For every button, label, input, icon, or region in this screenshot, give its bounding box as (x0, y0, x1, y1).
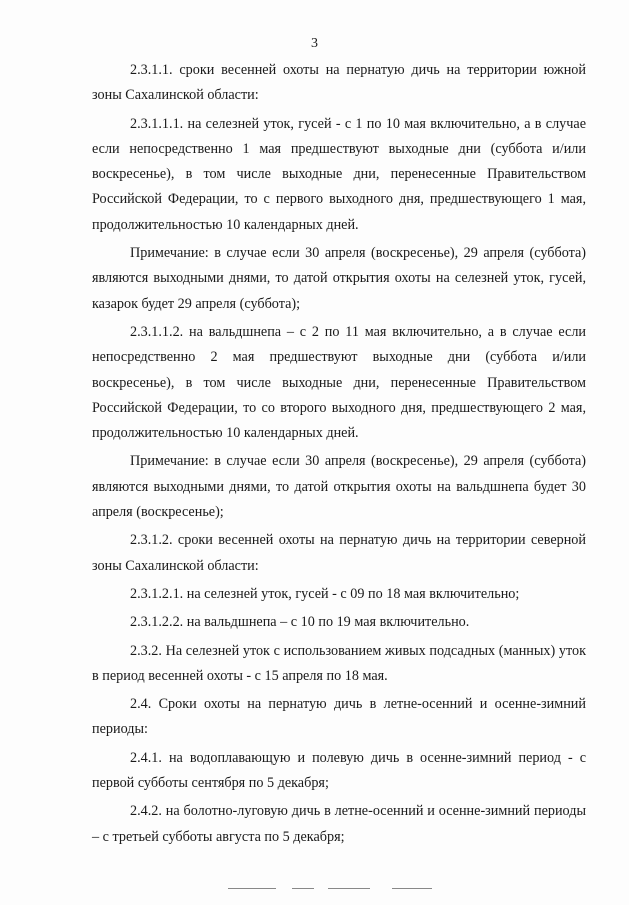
scan-artifacts (0, 878, 629, 898)
note-paragraph-1: Примечание: в случае если 30 апреля (воскресенье), 29 апреля (суббота) являются выходными днями, то датой открытия охоты на селезней уток, гусей, казарок будет 29 апреля (суббота); (92, 245, 586, 312)
note-paragraph-2: Примечание: в случае если 30 апреля (воскресенье), 29 апреля (суббота) являются выходными днями, то датой открытия охоты на вальдшнепа будет 30 апреля (воскресенье); (92, 453, 586, 521)
scan-mark (392, 888, 432, 889)
paragraph-2-3-1-2-2: 2.3.1.2.2. на вальдшнепа – с 10 по 19 мая включительно. (130, 614, 470, 631)
paragraph-2-3-1-2-1: 2.3.1.2.1. на селезней уток, гусей - с 09 по 18 мая включительно; (130, 585, 520, 602)
page-number: 3 (311, 36, 318, 51)
paragraph-2-4-2: 2.4.2. на болотно-луговую дичь в летне-осенний и осенне-зимний периоды – с третьей субботы августа по 5 декабря; (92, 803, 586, 845)
paragraph-2-3-2: 2.3.2. На селезней уток с использованием живых подсадных (манных) уток в период весенней охоты - с 15 апреля по 18 мая. (92, 642, 586, 684)
document-body (92, 58, 586, 853)
paragraph-2-4-1: 2.4.1. на водоплавающую и полевую дичь в осенне-зимний период - с первой субботы сентября по 5 декабря; (92, 749, 586, 792)
paragraph-2-3-1-1-1: 2.3.1.1.1. на селезней уток, гусей - с 1 по 10 мая включительно, а в случае если непосредственно 1 мая предшествуют выходные дни (суббота и/или воскресенье), в том числе выходные дни, перенесенные Правительством Российской Федерации, то с первого выходного дня, предшествующего 1 мая, продолжительностью 10 календарных дней. (92, 115, 586, 233)
scan-mark (292, 888, 314, 889)
paragraph-2-3-1-1-2: 2.3.1.1.2. на вальдшнепа – с 2 по 11 мая включительно, а в случае если непосредственно 2 мая предшествуют выходные дни (суббота и/или воскресенье), в том числе выходные дни, перенесенные Правительством Российской Федерации, то со второго выходного дня, предшествующего 2 мая, продолжительностью 10 календарных дней. (92, 323, 586, 442)
paragraph-2-4: 2.4. Сроки охоты на пернатую дичь в летне-осенний и осенне-зимний периоды: (92, 696, 586, 738)
paragraph-2-3-1-1: 2.3.1.1. сроки весенней охоты на пернатую дичь на территории южной зоны Сахалинской области: (92, 62, 586, 104)
scan-mark (228, 888, 276, 889)
scan-mark (328, 888, 370, 889)
paragraph-2-3-1-2: 2.3.1.2. сроки весенней охоты на пернатую дичь на территории северной зоны Сахалинской области: (92, 532, 586, 574)
